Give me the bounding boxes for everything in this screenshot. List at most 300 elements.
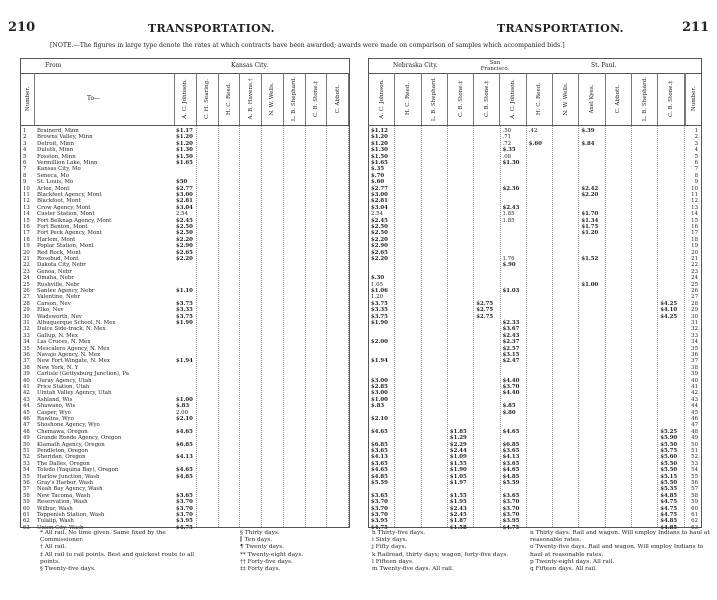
row-number: 15	[23, 217, 30, 224]
rate-cell: $1.20	[371, 134, 388, 141]
rate-cell: $.35	[371, 166, 385, 173]
rate-cell: $.84	[581, 140, 595, 147]
row-number: 27	[23, 294, 30, 301]
row-number: 41	[23, 384, 30, 390]
row-number: 29	[691, 307, 698, 314]
destination-cell: Klamath Agency, Oregon	[37, 441, 105, 448]
row-number: 5	[694, 153, 698, 160]
rate-cell: $2.43	[449, 505, 467, 512]
footnotes-right-1: h Thirty-five days. i Sixty days. j Fifty days. k Railroad, thirty days; wagon, forty-five days. l Fifteen days. m Twenty-five days. All rail.	[372, 530, 509, 573]
rate-cell: $5.90	[660, 435, 678, 442]
destination-cell: Tulalip, Wash	[37, 518, 74, 525]
rate-cell: $4.65	[371, 428, 388, 435]
row-number: 25	[691, 281, 698, 288]
destination-cell: Fort Benton, Mont	[37, 224, 88, 230]
row-number: 54	[691, 467, 698, 474]
destination-cell: Chemawa, Oregon	[37, 428, 88, 435]
table-group-header	[369, 59, 701, 74]
row-number: 62	[23, 518, 30, 525]
destination-cell: Gallup, N. Mex	[37, 332, 78, 339]
row-number: 46	[23, 416, 30, 422]
row-number: 32	[23, 326, 30, 333]
destination-cell: Pendleton, Oregon	[37, 448, 89, 454]
destination-cell: Uintah Valley Agency, Utah	[37, 390, 112, 397]
row-number: 63	[691, 524, 698, 531]
row-number: 44	[691, 403, 698, 410]
rate-cell: $3.65	[502, 460, 520, 467]
column-header: C. Abbott.	[327, 73, 349, 125]
row-number: 43	[23, 396, 30, 403]
group-san-francisco: San Francisco.	[480, 60, 510, 72]
row-number: 38	[23, 364, 30, 371]
row-number: 5	[23, 153, 27, 160]
row-number: 48	[691, 428, 698, 435]
column-header: Axel Kyes.	[579, 73, 605, 125]
rate-cell: 1.20	[371, 294, 384, 301]
rate-cell: $2.33	[502, 320, 520, 326]
rate-cell: $1.12	[371, 128, 388, 134]
row-number: 40	[23, 377, 30, 384]
destination-cell: Kansas City, Mo	[37, 166, 81, 173]
rate-cell: $5.75	[660, 448, 678, 454]
rate-cell: $1.97	[449, 480, 467, 486]
row-number: 20	[23, 249, 30, 256]
rate-cell: $4.25	[660, 313, 678, 320]
row-number: 51	[691, 448, 698, 454]
column-header: N. W. Wells.	[553, 73, 579, 125]
column-header: H. C. Reed.	[527, 73, 553, 125]
page-number-left: 210	[8, 20, 36, 35]
rate-cell: $5.50	[660, 480, 678, 486]
rate-cell: $2.43	[502, 204, 520, 211]
row-number: 58	[691, 492, 698, 499]
rate-cell: $3.70	[502, 505, 520, 512]
destination-cell: Shawano, Wis	[37, 403, 76, 410]
destination-cell: Albuquerque School, N. Mex	[37, 320, 116, 326]
row-number: 34	[23, 339, 30, 346]
rate-cell: $3.65	[176, 492, 193, 499]
row-number: 33	[23, 332, 30, 339]
rate-cell: $3.65	[502, 492, 520, 499]
rate-cell: $1.20	[581, 230, 599, 237]
row-number: 28	[23, 300, 30, 307]
row-number: 50	[691, 441, 698, 448]
rate-cell: $2.65	[176, 249, 193, 256]
rate-cell: $4.13	[371, 454, 388, 461]
row-number: 39	[691, 371, 698, 378]
destination-cell: New Tacoma, Wash	[37, 492, 91, 499]
column-header: L. B. Shephard.	[632, 73, 658, 125]
row-number: 48	[23, 428, 30, 435]
row-number: 52	[23, 454, 30, 461]
number-column-header: Number.	[685, 73, 701, 125]
row-number: 2	[694, 134, 698, 141]
row-number: 63	[23, 524, 30, 531]
row-number: 38	[691, 364, 698, 371]
rate-cell: $2.75	[476, 307, 494, 314]
footnotes-left: * All rail. No time given. Same fixed by the Commissioner. † All rail. ‡ All rail to rail points. Best and quickest route to all points. § Twenty-five days.	[40, 530, 195, 573]
rate-cell: $4.75	[176, 524, 193, 531]
rate-cell: $1.29	[449, 435, 467, 442]
row-number: 7	[23, 166, 27, 173]
destination-cell: Casper, Wyo	[37, 409, 71, 416]
rate-cell: $5.25	[660, 428, 678, 435]
row-number: 21	[691, 256, 698, 262]
rate-cell: $5.50	[660, 460, 678, 467]
rate-cell: $1.34	[581, 217, 599, 224]
row-number: 11	[691, 192, 698, 198]
row-number: 47	[691, 422, 698, 429]
rate-cell: $1.55	[449, 492, 467, 499]
rate-cell: 2.00	[176, 409, 189, 416]
rate-cell: $2.29	[449, 441, 467, 448]
row-number: 31	[691, 320, 698, 326]
destination-cell: Toledo (Yaquina Bay), Oregon	[37, 467, 119, 474]
rate-cell: $.30	[371, 275, 385, 282]
rate-cell: $1.70	[581, 211, 599, 218]
rate-cell: $3.70	[176, 499, 193, 506]
row-number: 41	[691, 384, 698, 390]
rate-cell: $1.00	[371, 396, 388, 403]
row-number: 53	[23, 460, 30, 467]
rate-cell: $2.65	[371, 249, 388, 256]
destination-cell: Harlem, Mont	[37, 236, 76, 243]
row-number: 45	[691, 409, 698, 416]
rate-cell: $4.13	[502, 454, 520, 461]
destination-cell: Blackfeet Agency, Mont	[37, 192, 102, 198]
rate-cell: $3.75	[176, 300, 193, 307]
destination-cell: The Dalles, Oregon	[37, 460, 90, 467]
rate-cell: $4.85	[502, 473, 520, 480]
rate-cell: $2.90	[176, 243, 193, 250]
row-number: 39	[23, 371, 30, 378]
rate-cell: $3.04	[176, 204, 193, 211]
rate-cell: $3.95	[502, 518, 520, 525]
row-number: 49	[23, 435, 30, 442]
row-number: 46	[691, 416, 698, 422]
row-number: 30	[23, 313, 30, 320]
destination-cell: Ouray Agency, Utah	[37, 377, 92, 384]
table-note: [NOTE.—The figures in large type denote the rates at which contracts have been awarded; awards were made on comparison of samples which accompanied bids.]	[50, 42, 565, 49]
column-header: A. C. Johnson.	[501, 73, 527, 125]
rate-cell: $2.50	[176, 230, 193, 237]
row-number: 35	[691, 345, 698, 352]
rate-cell: $2.20	[581, 192, 599, 198]
row-number: 15	[691, 217, 698, 224]
destination-cell: Sheridan, Oregon	[37, 454, 86, 461]
row-number: 9	[694, 179, 698, 186]
rate-cell: $3.70	[176, 512, 193, 518]
destination-cell: Santee Agency, Nebr	[37, 288, 95, 294]
rate-cell: $1.55	[449, 460, 467, 467]
row-number: 27	[691, 294, 698, 301]
rate-cell: $5.50	[660, 441, 678, 448]
row-number: 59	[691, 499, 698, 506]
row-number: 25	[23, 281, 30, 288]
row-number: 3	[694, 140, 698, 147]
group-st-paul: St. Paul.	[591, 62, 617, 69]
row-number: 31	[23, 320, 30, 326]
rate-cell: $1.95	[449, 499, 467, 506]
rate-cell: $4.85	[660, 524, 678, 531]
rate-cell: $2.50	[371, 224, 388, 230]
row-number: 26	[23, 288, 30, 294]
row-number: 44	[23, 403, 30, 410]
row-number: 53	[691, 460, 698, 467]
row-number: 35	[23, 345, 30, 352]
rate-cell: $1.94	[371, 358, 388, 365]
destination-cell: Union City, Wash	[37, 524, 84, 531]
rate-cell: $3.70	[502, 512, 520, 518]
rate-cell: $3.70	[371, 499, 388, 506]
row-number: 28	[691, 300, 698, 307]
destination-cell: Fort Peck Agency, Mont	[37, 230, 102, 237]
row-number: 10	[691, 185, 698, 192]
rate-cell: $4.75	[502, 524, 520, 531]
rate-cell: $5.50	[660, 467, 678, 474]
destination-column-header: To—	[35, 73, 175, 125]
row-number: 8	[694, 172, 698, 179]
rate-cell: $2.45	[449, 512, 467, 518]
row-number: 9	[23, 179, 27, 186]
rate-cell: $6.85	[176, 441, 193, 448]
destination-cell: Poplar Station, Mont	[37, 243, 94, 250]
rate-cell: .72	[502, 140, 512, 147]
row-number: 43	[691, 396, 698, 403]
row-number: 16	[23, 224, 30, 230]
column-header: C. Abbott.	[606, 73, 632, 125]
row-number: 57	[23, 486, 30, 493]
row-number: 10	[23, 185, 30, 192]
table-body	[21, 125, 349, 531]
rate-cell: 1.05	[371, 281, 384, 288]
destination-cell: Valentine, Nebr	[37, 294, 80, 301]
row-number: 40	[691, 377, 698, 384]
rate-cell: $2.37	[502, 339, 520, 346]
row-number: 20	[691, 249, 698, 256]
destination-cell: Toppenish Station, Wash	[37, 512, 105, 518]
rate-cell: $1.09	[449, 454, 467, 461]
rate-cell: $2.10	[176, 416, 193, 422]
rate-cell: $5.59	[371, 480, 388, 486]
destination-cell: Grande Ronde Agency, Oregon	[37, 435, 122, 442]
row-number: 23	[691, 268, 698, 275]
rate-cell: $.80	[502, 409, 516, 416]
rate-cell: $4.40	[502, 377, 520, 384]
rate-cell: $1.30	[502, 160, 520, 166]
row-number: 36	[691, 352, 698, 358]
rate-cell: .42	[528, 128, 538, 134]
row-number: 4	[694, 147, 698, 154]
destination-cell: Price Station, Utah	[37, 384, 90, 390]
rate-cell: $2.90	[371, 243, 388, 250]
row-number: 18	[23, 236, 30, 243]
row-number: 14	[691, 211, 698, 218]
column-header: N. W. Wells.	[262, 73, 284, 125]
rate-cell: $1.00	[176, 396, 193, 403]
column-header: C. B. Stone.‡	[474, 73, 500, 125]
row-number: 42	[691, 390, 698, 397]
row-number: 56	[691, 480, 698, 486]
row-number: 59	[23, 499, 30, 506]
rate-cell: $4.65	[176, 428, 193, 435]
rate-cell: $1.06	[371, 288, 388, 294]
row-number: 49	[691, 435, 698, 442]
rate-cell: $4.75	[660, 505, 678, 512]
row-number: 37	[691, 358, 698, 365]
rate-cell: $1.58	[449, 524, 467, 531]
rate-cell: $1.20	[371, 140, 388, 147]
rate-cell: $4.85	[371, 473, 388, 480]
rate-cell: $4.75	[660, 512, 678, 518]
destination-cell: Carson, Nev	[37, 300, 71, 307]
page-title-right: TRANSPORTATION.	[497, 22, 624, 35]
rate-cell: $.90	[502, 262, 516, 269]
rate-cell: 2.54	[176, 211, 189, 218]
destination-cell: Ashland, Wis	[37, 396, 73, 403]
destination-cell: Duluth, Minn	[37, 147, 74, 154]
rate-cell: $3.35	[371, 307, 388, 314]
destination-cell: Genoa, Nebr	[37, 268, 72, 275]
rate-cell: $2.45	[176, 217, 193, 224]
destination-cell: Carlisle (Gettysburg Junction), Pa	[37, 371, 130, 378]
rate-cell: $6.85	[502, 441, 520, 448]
row-number: 12	[691, 198, 698, 205]
column-header: C. B. Stone.‡	[448, 73, 474, 125]
rate-cell: $2.50	[371, 230, 388, 237]
rate-cell: $1.65	[176, 160, 193, 166]
row-number: 19	[23, 243, 30, 250]
rate-cell: $1.30	[371, 147, 388, 154]
rate-cell: $1.75	[581, 224, 599, 230]
rate-cell: $4.65	[176, 467, 193, 474]
rate-cell: $4.85	[660, 518, 678, 525]
column-header: H. C. Reed.	[219, 73, 241, 125]
row-number: 6	[23, 160, 27, 166]
rates-table-right	[368, 58, 702, 531]
rate-cell: $1.94	[176, 358, 193, 365]
rate-cell: $1.00	[581, 281, 599, 288]
rate-cell: $1.90	[176, 320, 193, 326]
rate-cell: $2.20	[176, 236, 193, 243]
destination-cell: Gray's Harbor, Wash	[37, 480, 94, 486]
rate-cell: $2.20	[176, 256, 193, 262]
rate-cell: $4.85	[660, 492, 678, 499]
rate-cell: $1.05	[449, 473, 467, 480]
rate-cell: $5.15	[660, 473, 678, 480]
rate-cell: $3.04	[371, 204, 388, 211]
rate-cell: $2.85	[371, 384, 388, 390]
rate-cell: $3.70	[176, 505, 193, 512]
rate-cell: $.70	[371, 172, 385, 179]
rate-cell: $4.75	[371, 524, 388, 531]
rate-cell: $3.65	[371, 460, 388, 467]
row-number: 16	[691, 224, 698, 230]
rate-cell: $1.90	[371, 320, 388, 326]
rate-cell: $4.13	[176, 454, 193, 461]
row-number: 50	[23, 441, 30, 448]
rate-cell: $3.75	[176, 313, 193, 320]
rate-cell: $2.47	[502, 358, 520, 365]
from-label: From	[45, 62, 62, 69]
rate-cell: $4.25	[660, 300, 678, 307]
rate-cell: $1.90	[449, 467, 467, 474]
row-number: 1	[694, 128, 698, 134]
rate-cell: $4.65	[371, 467, 388, 474]
destination-cell: Dakota City, Nebr	[37, 262, 86, 269]
row-number: 42	[23, 390, 30, 397]
rate-cell: $2.10	[371, 416, 388, 422]
rate-cell: $6.85	[371, 441, 388, 448]
table-body	[369, 125, 701, 531]
destination-cell: Fosston, Minn	[37, 153, 76, 160]
row-number: 62	[691, 518, 698, 525]
rate-cell: $4.65	[502, 428, 520, 435]
row-number: 61	[23, 512, 30, 518]
row-number: 58	[23, 492, 30, 499]
destination-cell: Rushville, Nebr	[37, 281, 80, 288]
row-number: 13	[691, 204, 698, 211]
rate-cell: $3.70	[371, 512, 388, 518]
destination-cell: Seneca, Mo	[37, 172, 69, 179]
rate-cell: $3.65	[502, 448, 520, 454]
rate-cell: $5.60	[660, 454, 678, 461]
row-number: 4	[23, 147, 27, 154]
destination-cell: Dulce Side-track, N. Mex	[37, 326, 106, 333]
rate-cell: 1.85	[502, 217, 515, 224]
page-number-right: 211	[682, 20, 710, 35]
rate-cell: 1.76	[502, 256, 515, 262]
row-number: 55	[691, 473, 698, 480]
row-number: 45	[23, 409, 30, 416]
destination-cell: Navajo Agency, N. Mex	[37, 352, 101, 358]
destination-cell: Browns Valley, Minn	[37, 134, 93, 141]
row-number: 13	[23, 204, 30, 211]
destination-cell: Reservation, Wash	[37, 499, 88, 506]
rate-cell: $.35	[502, 147, 516, 154]
page-title-left: TRANSPORTATION.	[148, 22, 275, 35]
rate-cell: $.83	[176, 403, 190, 410]
rate-cell: $4.10	[660, 307, 678, 314]
rate-cell: $4.65	[502, 467, 520, 474]
rate-cell: $1.10	[176, 288, 193, 294]
row-number: 36	[23, 352, 30, 358]
destination-cell: Custer Station, Mont	[37, 211, 95, 218]
destination-cell: New Fort Wingate, N. Mex	[37, 358, 111, 365]
row-number: 51	[23, 448, 30, 454]
destination-cell: Rosebud, Mont	[37, 256, 79, 262]
row-number: 22	[23, 262, 30, 269]
destination-cell: St. Louis, Mo	[37, 179, 74, 186]
rate-cell: $3.70	[502, 499, 520, 506]
rate-cell: $2.77	[371, 185, 388, 192]
table-group-header	[21, 59, 349, 74]
rate-cell: $2.75	[476, 300, 494, 307]
rate-cell: $3.00	[371, 390, 388, 397]
destination-cell: Crow Agency, Mont	[37, 204, 91, 211]
rate-cell: $1.20	[176, 140, 193, 147]
rate-cell: $1.17	[176, 128, 193, 134]
destination-cell: Blackfoot, Mont	[37, 198, 81, 205]
row-number: 34	[691, 339, 698, 346]
rate-cell: $2.44	[449, 448, 467, 454]
row-number: 18	[691, 236, 698, 243]
rate-cell: $50	[176, 179, 188, 186]
rate-cell: $2.77	[176, 185, 193, 192]
row-number: 6	[694, 160, 698, 166]
rate-cell: $5.35	[660, 486, 678, 493]
destination-cell: Brainerd, Minn	[37, 128, 79, 134]
